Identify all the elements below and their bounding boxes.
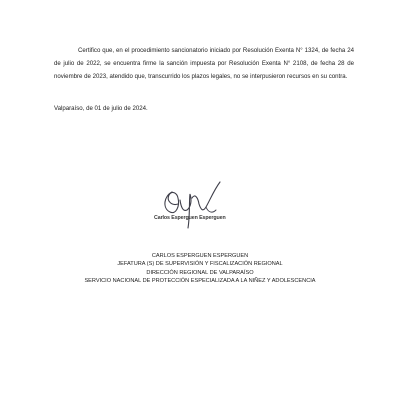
certification-paragraph: Certifico que, en el procedimiento sancionatorio iniciado por Resolución Exenta N° 1324, de fecha 24 de julio de 2022, se encuentra firme la sanción impuesta por Resolución Exenta N° 2108, de fecha 28 de noviembre de 2023, atendido que, transcurrido los plazos legales, no se interpusieron recursos en su contra. (54, 47, 354, 81)
date-line: Valparaíso, de 01 de julio de 2024. (54, 105, 148, 112)
signatory-title: JEFATURA (S) DE SUPERVISIÓN Y FISCALIZACIÓN REGIONAL (117, 261, 283, 268)
signature-caption: Carlos Esperguen Esperguen (154, 215, 226, 221)
signatory-department: DIRECCIÓN REGIONAL DE VALPARAÍSO (146, 269, 254, 276)
signatory-block (0, 252, 400, 286)
handwritten-signature (150, 176, 260, 232)
signatory-name: CARLOS ESPERGUEN ESPERGUEN (151, 253, 249, 259)
signatory-organization: SERVICIO NACIONAL DE PROTECCIÓN ESPECIALIZADA A LA NIÑEZ Y ADOLESCENCIA (84, 278, 316, 285)
